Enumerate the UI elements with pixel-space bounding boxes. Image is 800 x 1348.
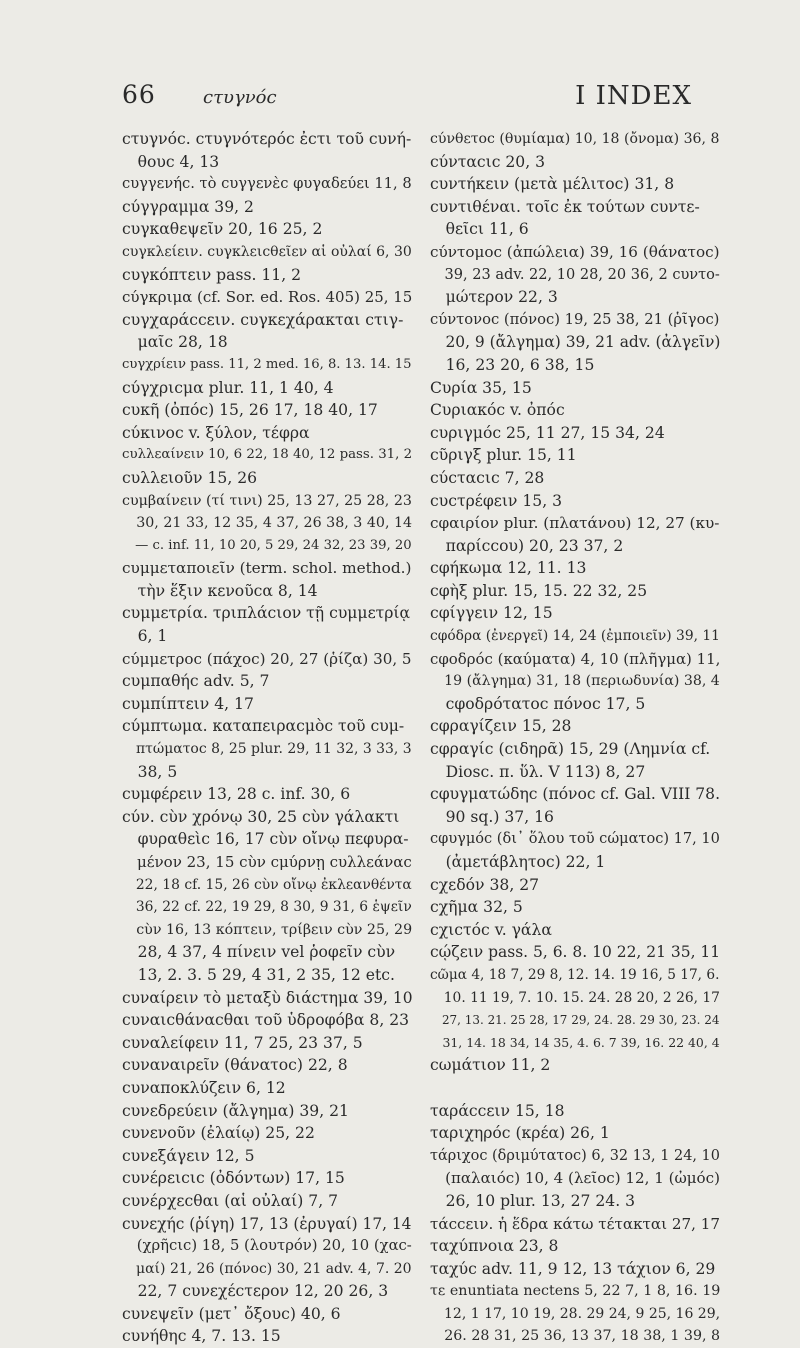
- index-entry-line: ϲύκινοϲ v. ξύλον, τέφρα: [122, 423, 310, 442]
- index-entry-line: 12, 1 17, 10 19, 28. 29 24, 9 25, 16 29,: [430, 1305, 721, 1322]
- index-entry-line: 26, 10 plur. 13, 27 24. 3: [430, 1191, 636, 1210]
- index-entry-line: ϲυριγμόϲ 25, 11 27, 15 34, 24: [430, 423, 665, 442]
- index-entry-line: Cυριακόϲ v. ὀπόϲ: [430, 401, 565, 420]
- index-entry-line: 20, 9 (ἄλγημα) 39, 21 adv. (ἀλγεῖν): [430, 333, 721, 352]
- index-entry-line: 39, 23 adv. 22, 10 28, 20 36, 2 ϲυντο-: [430, 266, 720, 283]
- index-entry-line: ϲφοδρόϲ (καύματα) 4, 10 (πλῆγμα) 11,: [430, 649, 721, 668]
- index-entry-line: ταριχηρόϲ (κρέα) 26, 1: [430, 1124, 610, 1143]
- index-entry-line: 38, 5: [122, 762, 178, 781]
- index-entry-line: 28, 4 37, 4 πίνειν vel ῥοφεῖν ϲὺν: [122, 943, 396, 962]
- index-entry-line: ϲυμπαθήϲ adv. 5, 7: [122, 672, 270, 691]
- index-entry-line: ϲύνθετοϲ (θυμίαμα) 10, 18 (ὄνομα) 36, 8: [430, 131, 720, 147]
- index-entry-line: τάϲϲειν. ἡ ἕδρα κάτω τέτακται 27, 17: [430, 1214, 720, 1233]
- index-entry-line: ϲυναλείφειν 11, 7 25, 23 37, 5: [122, 1033, 363, 1052]
- index-entry-line: Diosc. π. ὕλ. V 113) 8, 27: [430, 762, 646, 781]
- index-entry-line: (χρῆϲιϲ) 18, 5 (λουτρόν) 20, 10 (χαϲ-: [122, 1237, 412, 1255]
- index-entry-line: Cυρία 35, 15: [430, 378, 532, 397]
- index-entry-line: μένον 23, 15 ϲὺν ϲμύρνῃ ϲυλλεάναϲ: [122, 853, 412, 871]
- index-entry-line: ϲτυγνόϲ. ϲτυγνότερόϲ ἐϲτι τοῦ ϲυνή-: [122, 130, 412, 148]
- index-entry-line: παρίϲϲου) 20, 23 37, 2: [430, 536, 624, 555]
- index-entry-line: ϲύμμετροϲ (πάχοϲ) 20, 27 (ῥίζα) 30, 5: [122, 649, 412, 668]
- index-entry-line: ϲυγκλείειν. ϲυγκλειϲθεῖεν αἱ οὐλαί 6, 30: [122, 243, 412, 260]
- index-entry-line: ϲύγγραμμα 39, 2: [122, 197, 254, 216]
- index-entry-line: τάριχοϲ (δριμύτατοϲ) 6, 32 13, 1 24, 10: [430, 1147, 720, 1164]
- index-entry-line: 31, 14. 18 34, 14 35, 4. 6. 7 39, 16. 22 40, 4: [430, 1034, 720, 1050]
- page-number: 66: [122, 80, 156, 109]
- index-entry-line: ϲυλλεαίνειν 10, 6 22, 18 40, 12 pass. 31, 2: [122, 447, 413, 463]
- index-entry-line: ϲύμπτωμα. καταπειραϲμὸϲ τοῦ ϲυμ-: [122, 717, 405, 736]
- index-entry-line: πτώματοϲ 8, 25 plur. 29, 11 32, 3 33, 3: [122, 741, 412, 758]
- index-entry-line: ϲυνέρειϲιϲ (ὀδόντων) 17, 15: [122, 1169, 345, 1188]
- index-entry-line: μαί) 21, 26 (πόνοϲ) 30, 21 adv. 4, 7. 20: [122, 1260, 412, 1277]
- index-entry-line: ϲυλλειοῦν 15, 26: [122, 468, 258, 487]
- index-entry-line: ϲυγκόπτειν pass. 11, 2: [122, 265, 302, 284]
- index-entry-line: ϲυνεδρεύειν (ἄλγημα) 39, 21: [122, 1101, 349, 1120]
- index-entry-line: ϲῴζειν pass. 5, 6. 8. 10 22, 21 35, 11: [430, 943, 721, 962]
- index-entry-line: ϲυνενοῦν (ἐλαίῳ) 25, 22: [122, 1124, 315, 1143]
- index-entry-line: ϲύντομοϲ (ἀπώλεια) 39, 16 (θάνατοϲ): [430, 242, 720, 261]
- index-entry-line: ϲυναιϲθάναϲθαι τοῦ ὑδροφόβα 8, 23: [122, 1011, 410, 1030]
- index-entry-line: (παλαιόϲ) 10, 4 (λεῖοϲ) 12, 1 (ὠμόϲ): [430, 1169, 720, 1188]
- index-entry-line: 26. 28 31, 25 36, 13 37, 18 38, 1 39, 8: [430, 1328, 721, 1345]
- index-entry-line: ϲφὴξ plur. 15, 15. 22 32, 25: [430, 581, 648, 600]
- index-entry-line: ϲωμάτιον 11, 2: [430, 1056, 551, 1075]
- index-entry-line: ϲυναναιρεῖν (θάνατοϲ) 22, 8: [122, 1056, 348, 1075]
- index-entry-line: ϲυντιθέναι. τοῖϲ ἐκ τούτων ϲυντε-: [430, 197, 700, 216]
- index-entry-line: ϲυμμετρία. τριπλάϲιον τῇ ϲυμμετρίᾳ: [122, 604, 411, 623]
- index-entry-line: τε enuntiata nectens 5, 22 7, 1 8, 16. 19: [430, 1283, 721, 1300]
- running-headword: ϲτυγνόϲ: [203, 87, 277, 108]
- section-gap: [430, 1077, 720, 1100]
- index-entry-line: ϲῦριγξ plur. 15, 11: [430, 446, 577, 465]
- index-entry-line: ϲυνεψεῖν (μετ᾽ ὄξουϲ) 40, 6: [122, 1304, 341, 1323]
- index-entry-line: 27, 13. 21. 25 28, 17 29, 24. 28. 29 30, 23. 24: [430, 1013, 720, 1028]
- index-entry-line: ϲυνήθηϲ 4, 7. 13. 15: [122, 1327, 281, 1346]
- index-entry-line: — c. inf. 11, 10 20, 5 29, 24 32, 23 39, 20: [122, 537, 412, 553]
- index-entry-line: 6, 1: [122, 627, 168, 646]
- index-entry-line: 22, 18 cf. 15, 26 ϲὺν οἴνῳ ἐκλεανθέντα: [122, 876, 412, 893]
- index-entry-line: 90 sq.) 37, 16: [430, 807, 554, 826]
- index-entry-line: ϲυγγενήϲ. τὸ ϲυγγενὲϲ φυγαδεύει 11, 8: [122, 175, 412, 193]
- index-entry-line: ϲυναίρειν τὸ μεταξὺ διάϲτημα 39, 10: [122, 988, 413, 1007]
- index-entry-line: ϲύνταϲιϲ 20, 3: [430, 152, 546, 171]
- index-entry-line: ϲυμφέρειν 13, 28 c. inf. 30, 6: [122, 785, 351, 804]
- index-entry-line: ϲυμβαίνειν (τί τινι) 25, 13 27, 25 28, 23: [122, 492, 412, 509]
- index-entry-line: ϲύγχριϲμα plur. 11, 1 40, 4: [122, 378, 334, 397]
- index-entry-line: ϲφόδρα (ἐνεργεῖ) 14, 24 (ἐμποιεῖν) 39, 11: [430, 628, 720, 645]
- index-entry-line: ϲύγκριμα (cf. Sor. ed. Ros. 405) 25, 15: [122, 288, 413, 307]
- running-head: [0, 80, 800, 114]
- index-entry-line: ϲφραγίϲ (ϲιδηρᾶ) 15, 29 (Λημνία cf.: [430, 740, 711, 759]
- index-entry-line: ϲύϲταϲιϲ 7, 28: [430, 468, 545, 487]
- index-entry-line: ϲυϲτρέφειν 15, 3: [430, 491, 563, 510]
- index-entry-line: ϲφίγγειν 12, 15: [430, 604, 553, 623]
- index-entry-line: ϲυγχρίειν pass. 11, 2 med. 16, 8. 13. 14. 15: [122, 356, 412, 372]
- index-entry-line: ϲυνέρχεϲθαι (αἱ οὐλαί) 7, 7: [122, 1191, 339, 1210]
- index-entry-line: 16, 23 20, 6 38, 15: [430, 355, 595, 374]
- index-entry-line: ϲυκῆ (ὀπόϲ) 15, 26 17, 18 40, 17: [122, 401, 378, 420]
- index-entry-line: ϲυμπίπτειν 4, 17: [122, 694, 254, 713]
- right-column: [430, 128, 720, 1348]
- index-entry-line: ϲφήκωμα 12, 11. 13: [430, 559, 587, 578]
- index-entry-line: ϲυντήκειν (μετὰ μέλιτοϲ) 31, 8: [430, 175, 675, 194]
- index-entry-line: 10. 11 19, 7. 10. 15. 24. 28 20, 2 26, 17: [430, 989, 720, 1006]
- index-entry-line: ϲφαιρίον plur. (πλατάνου) 12, 27 (κυ-: [430, 514, 720, 533]
- index-entry-line: ϲύντονοϲ (πόνοϲ) 19, 25 38, 21 (ῥῖγοϲ): [430, 310, 720, 328]
- index-entry-line: ϲφραγίζειν 15, 28: [430, 717, 572, 736]
- index-entry-line: ϲφυγμόϲ (δι᾽ ὅλου τοῦ ϲώματοϲ) 17, 10: [430, 831, 720, 848]
- index-entry-line: 22, 7 ϲυνεχέϲτερον 12, 20 26, 3: [122, 1282, 389, 1301]
- index-entry-line: ταχύϲ adv. 11, 9 12, 13 τάχιον 6, 29: [430, 1259, 716, 1278]
- index-entry-line: ϲφυγματώδηϲ (πόνοϲ cf. Gal. VIII 78.: [430, 785, 721, 804]
- index-entry-line: θουϲ 4, 13: [122, 152, 220, 171]
- index-entry-line: μώτερον 22, 3: [430, 288, 558, 307]
- index-entry-line: 30, 21 33, 12 35, 4 37, 26 38, 3 40, 14: [122, 515, 413, 532]
- index-entry-line: ϲχεδόν 38, 27: [430, 875, 540, 894]
- index-entry-line: ϲχιϲτόϲ v. γάλα: [430, 920, 552, 939]
- index-entry-line: ϲυναποκλύζειν 6, 12: [122, 1078, 286, 1097]
- section-title: I INDEX: [575, 81, 692, 111]
- index-entry-line: ϲύν. ϲὺν χρόνῳ 30, 25 ϲὺν γάλακτι: [122, 807, 400, 826]
- left-column: [122, 128, 412, 1348]
- index-entry-line: ϲχῆμα 32, 5: [430, 898, 523, 917]
- index-entry-line: ϲφοδρότατοϲ πόνοϲ 17, 5: [430, 694, 646, 713]
- index-entry-line: ϲυγχαράϲϲειν. ϲυγκεχάρακται ϲτιγ-: [122, 310, 404, 329]
- index-entry-line: ϲυγκαθεψεῖν 20, 16 25, 2: [122, 220, 323, 239]
- index-entry-line: ταχύπνοια 23, 8: [430, 1237, 559, 1256]
- index-entry-line: ϲυνεχήϲ (ῥίγη) 17, 13 (ἐρυγαί) 17, 14: [122, 1214, 412, 1233]
- index-entry-line: ϲῶμα 4, 18 7, 29 8, 12. 14. 19 16, 5 17, 6.: [430, 966, 720, 983]
- index-entry-line: τὴν ἕξιν κενοῦϲα 8, 14: [122, 581, 318, 600]
- index-entry-line: φυραθεὶϲ 16, 17 ϲὺν οἴνῳ πεφυρα-: [122, 830, 409, 849]
- index-entry-line: ϲυνεξάγειν 12, 5: [122, 1146, 255, 1165]
- index-entry-line: μαῖϲ 28, 18: [122, 333, 228, 352]
- index-entry-line: ταράϲϲειν 15, 18: [430, 1101, 565, 1120]
- index-entry-line: 13, 2. 3. 5 29, 4 31, 2 35, 12 etc.: [122, 965, 395, 984]
- index-entry-line: 36, 22 cf. 22, 19 29, 8 30, 9 31, 6 ἑψεῖν: [122, 899, 412, 916]
- index-entry-line: θεῖϲι 11, 6: [430, 220, 529, 239]
- index-entry-line: ϲυμμεταποιεῖν (term. schol. method.): [122, 559, 412, 578]
- index-entry-line: ϲὺν 16, 13 κόπτειν, τρίβειν ϲὺν 25, 29: [122, 921, 413, 938]
- index-entry-line: (ἀμετάβλητοϲ) 22, 1: [430, 853, 606, 871]
- index-entry-line: 19 (ἄλγημα) 31, 18 (περιωδυνία) 38, 4: [430, 673, 720, 690]
